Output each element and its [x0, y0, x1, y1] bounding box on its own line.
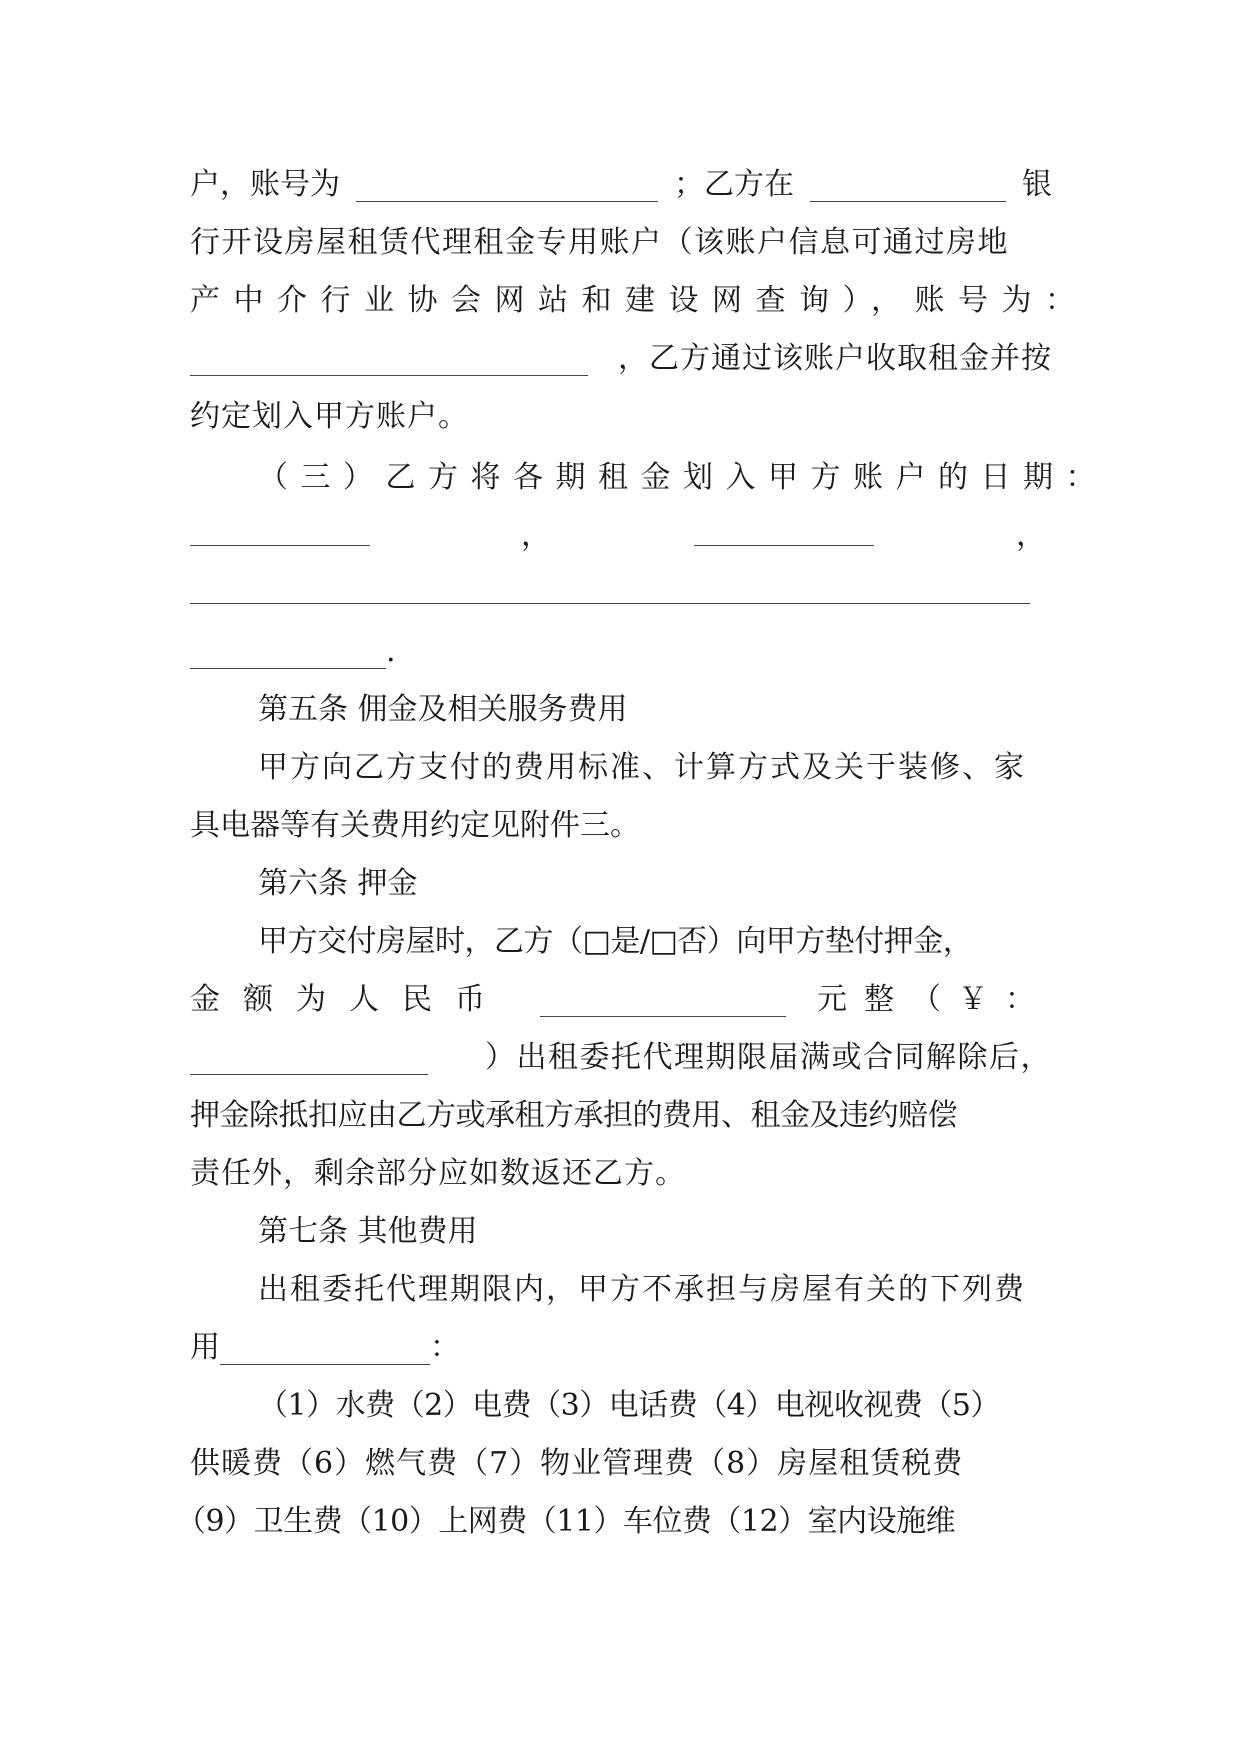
paragraph-line: 产中介行业协会网站和建设网查询），账号为：	[190, 283, 1089, 318]
payment-date-heading: （三）乙方将各期租金划入甲方账户的日期：	[258, 460, 1108, 495]
date-blank-4	[190, 667, 386, 669]
account-line	[190, 163, 1052, 207]
expenses-label: 用	[190, 1330, 220, 1365]
paragraph-line: 押金除抵扣应由乙方或承租方承担的费用、租金及违约赔偿	[190, 1098, 957, 1133]
comma: ，	[1016, 518, 1046, 553]
comma: ，	[521, 518, 551, 553]
article-5-title: 第五条 佣金及相关服务费用	[258, 692, 628, 727]
deposit-amount-label: 金额为人民币	[190, 982, 508, 1017]
account-label: 户，账号为	[190, 167, 340, 202]
article-6-title: 第六条 押金	[258, 866, 418, 901]
deposit-amount-line	[190, 978, 1052, 1022]
paragraph-line: 行开设房屋租赁代理租金专用账户（该账户信息可通过房地	[190, 225, 1009, 260]
expense-list-line: 供暖费（6）燃气费（7）物业管理费（8）房屋租赁税费	[190, 1446, 964, 1481]
period: .	[386, 634, 396, 669]
deposit-currency-label: 元整（￥：	[817, 982, 1052, 1017]
agent-account-blank	[190, 374, 588, 376]
date-blank-3	[190, 602, 1030, 604]
expenses-line	[190, 1326, 1052, 1370]
paragraph-line: 约定划入甲方账户。	[190, 399, 469, 434]
paragraph-line: 具电器等有关费用约定见附件三。	[190, 808, 640, 843]
landlord-account-blank	[356, 200, 658, 202]
paragraph-line: 出租委托代理期限内，甲方不承担与房屋有关的下列费	[258, 1272, 1026, 1307]
payment-date-line	[190, 572, 1052, 616]
article-7-title: 第七条 其他费用	[258, 1214, 478, 1249]
payment-date-line	[190, 514, 1052, 558]
bank-suffix: 银	[1022, 167, 1052, 202]
expenses-blank	[220, 1363, 430, 1365]
paragraph-line: 甲方交付房屋时，乙方（□是/□否）向甲方垫付押金，	[258, 924, 973, 959]
expense-list-line: （9）卫生费（10）上网费（11）车位费（12）室内设施维	[176, 1504, 956, 1539]
deposit-figure-blank	[190, 1073, 428, 1075]
payment-date-line	[190, 630, 1052, 674]
colon: ：	[430, 1330, 460, 1365]
agent-bank-blank	[810, 200, 1006, 202]
deposit-amount-blank	[540, 1015, 786, 1017]
agent-account-line	[190, 337, 1052, 381]
date-blank-1	[190, 544, 370, 546]
agent-account-text: ，乙方通过该账户收取租金并按	[618, 341, 1052, 376]
paragraph-line: 甲方向乙方支付的费用标准、计算方式及关于装修、家	[258, 750, 1026, 785]
paragraph-line: 责任外，剩余部分应如数返还乙方。	[190, 1156, 686, 1191]
expense-list-line: （1）水费（2）电费（3）电话费（4）电视收视费（5）	[258, 1388, 1000, 1423]
deposit-figure-line	[190, 1036, 1052, 1080]
deposit-figure-text: ）出租委托代理期限届满或合同解除后，	[485, 1040, 1052, 1075]
agent-bank-label: ；乙方在	[674, 167, 794, 202]
date-blank-2	[694, 544, 874, 546]
